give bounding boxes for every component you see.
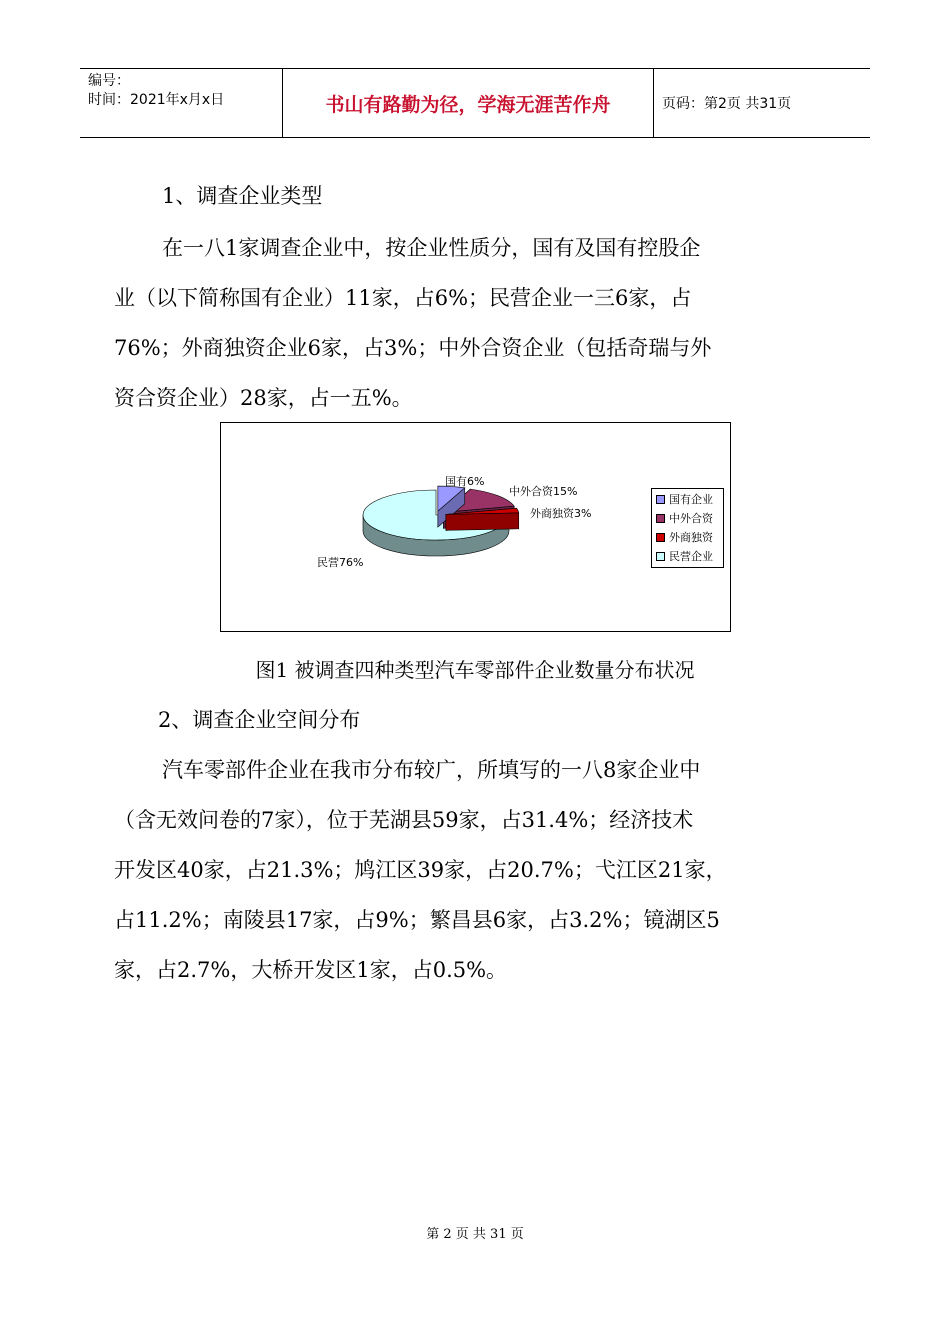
legend-swatch: [656, 514, 665, 523]
legend-swatch: [656, 552, 665, 561]
section2-line: 开发区40家，占21.3%；鸠江区39家，占20.7%；弋江区21家，: [114, 858, 727, 882]
pie-chart: [220, 422, 731, 632]
section2-line: 占11.2%；南陵县17家，占9%；繁昌县6家，占3.2%；镜湖区5: [114, 908, 720, 932]
time-label: 时间：2021年x月x日: [88, 92, 225, 108]
section1-heading: 1、调查企业类型: [162, 184, 323, 208]
section2-line: （含无效问卷的7家），位于芜湖县59家，占31.4%；经济技术: [114, 808, 694, 832]
section1-line: 资合资企业）28家，占一五%。: [114, 386, 413, 410]
header-motto: 书山有路勤为径，学海无涯苦作舟: [283, 69, 654, 137]
legend-item: 中外合资: [656, 510, 713, 526]
section2-line: 汽车零部件企业在我市分布较广，所填写的一八8家企业中: [162, 758, 701, 782]
section1-line: 在一八1家调查企业中，按企业性质分，国有及国有控股企: [162, 236, 701, 260]
section1-line: 业（以下简称国有企业）11家，占6%；民营企业一三6家，占: [114, 286, 692, 310]
pie-label-jv: 中外合资15%: [509, 485, 578, 498]
pie-label-state: 国有6%: [445, 475, 485, 488]
pie-label-foreign: 外商独资3%: [530, 507, 592, 520]
section1-line: 76%；外商独资企业6家，占3%；中外合资企业（包括奇瑞与外: [114, 336, 712, 360]
pie-slice-edge: [446, 513, 519, 531]
section2-line: 家，占2.7%，大桥开发区1家，占0.5%。: [114, 958, 508, 982]
header-meta-cell: [80, 69, 283, 137]
legend-swatch: [656, 533, 665, 542]
page-footer: 第 2 页 共 31 页: [426, 1227, 524, 1242]
legend-item: 国有企业: [656, 491, 713, 507]
chart-legend: [651, 488, 724, 568]
header-page-info: 页码：第2页 共31页: [662, 96, 792, 112]
legend-item: 民营企业: [656, 548, 713, 564]
section2-heading: 2、调查企业空间分布: [158, 708, 361, 732]
pie-label-private: 民营76%: [317, 556, 364, 569]
figure-caption: 图1 被调查四种类型汽车零部件企业数量分布状况: [255, 658, 695, 682]
legend-swatch: [656, 495, 665, 504]
number-label: 编号：: [88, 73, 130, 89]
page-header: [80, 68, 870, 138]
legend-item: 外商独资: [656, 529, 713, 545]
